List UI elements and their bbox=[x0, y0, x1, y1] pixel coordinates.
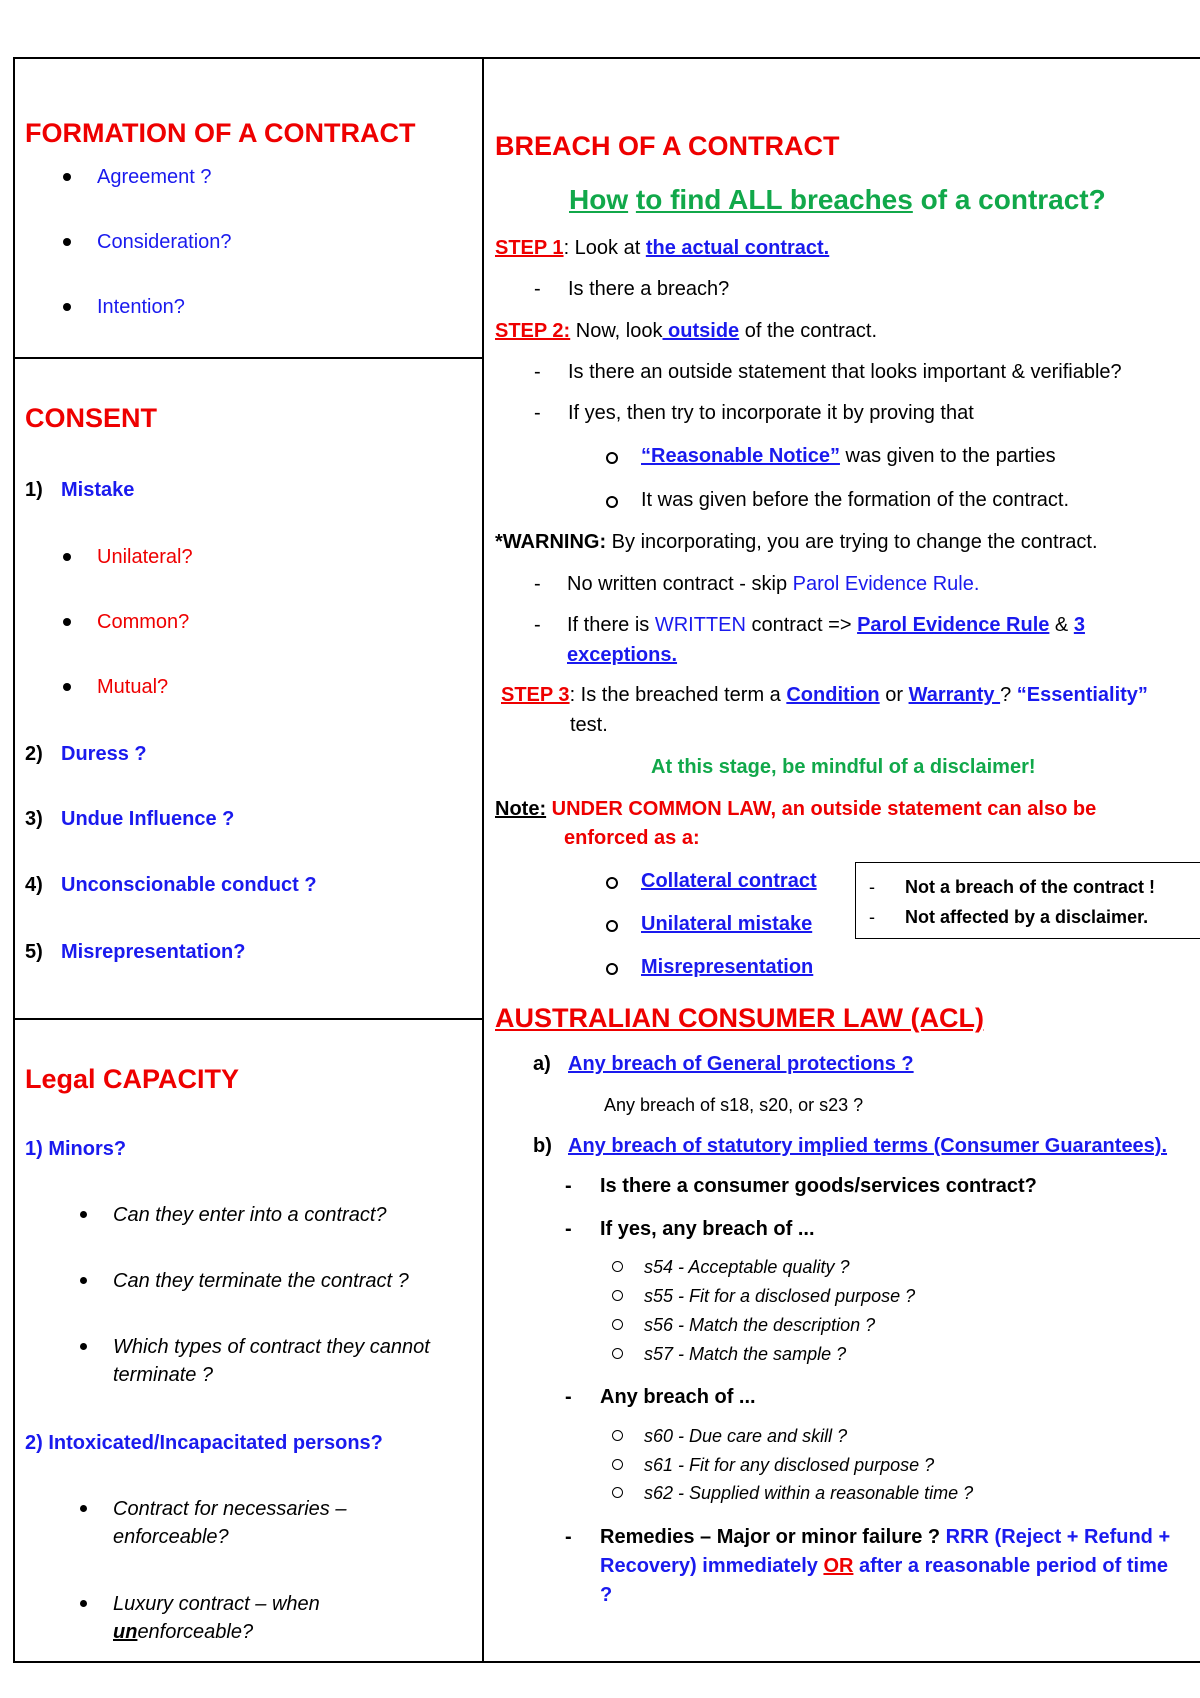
consent-num: 3) bbox=[25, 808, 43, 830]
disclaimer-line: Not affected by a disclaimer. bbox=[905, 907, 1149, 927]
acl-title: AUSTRALIAN CONSUMER LAW (ACL) bbox=[495, 1003, 984, 1033]
acl-item: Any breach of statutory implied terms (Consumer Guarantees). bbox=[568, 1135, 1168, 1157]
guarantee-item: s55 - Fit for a disclosed purpose ? bbox=[644, 1286, 916, 1306]
acl-label: b) bbox=[533, 1135, 552, 1157]
consent-num: 5) bbox=[25, 941, 43, 963]
dash-icon: - bbox=[534, 278, 541, 300]
circle-bullet-icon bbox=[612, 1319, 623, 1330]
consent-item: Misrepresentation? bbox=[61, 941, 246, 963]
minor-question: Which types of contract they cannot bbox=[113, 1336, 430, 1358]
circle-bullet-icon bbox=[606, 920, 618, 932]
formation-title: FORMATION OF A CONTRACT bbox=[25, 118, 416, 148]
consent-num: 4) bbox=[25, 874, 43, 896]
dash-icon: - bbox=[565, 1526, 572, 1548]
dash-icon: - bbox=[534, 361, 541, 383]
guarantee-item: s57 - Match the sample ? bbox=[644, 1344, 847, 1364]
dash-icon: - bbox=[534, 402, 541, 424]
bullet-icon bbox=[80, 1505, 87, 1512]
acl-item: Any breach of General protections ? bbox=[568, 1053, 914, 1075]
circle-bullet-icon bbox=[606, 452, 618, 464]
step2-line: STEP 2: Now, look outside of the contract. bbox=[495, 320, 878, 342]
step2-condition: It was given before the formation of the contract. bbox=[641, 489, 1070, 511]
intox-question: Contract for necessaries – bbox=[113, 1498, 347, 1520]
step3-line-cont: test. bbox=[570, 714, 608, 736]
capacity-intox: 2) Intoxicated/Incapacitated persons? bbox=[25, 1432, 383, 1454]
consent-num: 2) bbox=[25, 743, 43, 765]
mistake-type: Common? bbox=[97, 611, 190, 633]
enforced-item: Collateral contract bbox=[641, 870, 817, 892]
circle-bullet-icon bbox=[612, 1487, 623, 1498]
dash-icon: - bbox=[565, 1386, 572, 1408]
mistake-type: Unilateral? bbox=[97, 546, 193, 568]
bullet-icon bbox=[63, 303, 71, 311]
dash-icon: - bbox=[869, 907, 875, 927]
consent-item: Duress ? bbox=[61, 743, 147, 765]
circle-bullet-icon bbox=[612, 1261, 623, 1272]
bullet-icon bbox=[80, 1600, 87, 1607]
acl-question: Is there a consumer goods/services contract? bbox=[600, 1175, 1037, 1197]
bullet-icon bbox=[63, 618, 71, 626]
step1-question: Is there a breach? bbox=[568, 278, 730, 300]
guarantee-item: s62 - Supplied within a reasonable time ? bbox=[644, 1483, 974, 1503]
remedies-line: Remedies – Major or minor failure ? RRR (Reject + Refund + bbox=[600, 1526, 1171, 1548]
bullet-icon bbox=[63, 238, 71, 246]
formation-item: Intention? bbox=[97, 296, 185, 318]
warning-item: If there is WRITTEN contract => Parol Evidence Rule & 3 bbox=[567, 614, 1085, 636]
acl-question: Any breach of ... bbox=[600, 1386, 756, 1408]
consent-num: 1) bbox=[25, 479, 43, 501]
step3-line: STEP 3: Is the breached term a Condition or Warranty ? “Essentiality” bbox=[501, 684, 1148, 706]
step2-question: If yes, then try to incorporate it by proving that bbox=[568, 402, 974, 424]
intox-question: Luxury contract – when bbox=[113, 1593, 320, 1615]
guarantee-item: s60 - Due care and skill ? bbox=[644, 1426, 848, 1446]
circle-bullet-icon bbox=[612, 1348, 623, 1359]
enforced-item: Unilateral mistake bbox=[641, 913, 813, 935]
guarantee-item: s54 - Acceptable quality ? bbox=[644, 1257, 850, 1277]
dash-icon: - bbox=[565, 1175, 572, 1197]
dash-icon: - bbox=[534, 614, 541, 636]
guarantee-item: s56 - Match the description ? bbox=[644, 1315, 876, 1335]
step2-question: Is there an outside statement that looks important & verifiable? bbox=[568, 361, 1122, 383]
acl-question: If yes, any breach of ... bbox=[600, 1218, 815, 1240]
intox-question: unenforceable? bbox=[113, 1621, 254, 1643]
circle-bullet-icon bbox=[606, 877, 618, 889]
circle-bullet-icon bbox=[606, 963, 618, 975]
circle-bullet-icon bbox=[606, 496, 618, 508]
note-line: Note: UNDER COMMON LAW, an outside statement can also be bbox=[495, 798, 1097, 820]
formation-item: Consideration? bbox=[97, 231, 232, 253]
acl-subitem: Any breach of s18, s20, or s23 ? bbox=[604, 1095, 864, 1115]
minor-question: Can they enter into a contract? bbox=[113, 1204, 387, 1226]
breach-subtitle: How to find ALL breaches of a contract? bbox=[569, 184, 1106, 215]
minor-question: terminate ? bbox=[113, 1364, 214, 1386]
bullet-icon bbox=[80, 1211, 87, 1218]
circle-bullet-icon bbox=[612, 1290, 623, 1301]
capacity-minors: 1) Minors? bbox=[25, 1138, 127, 1160]
consent-item: Undue Influence ? bbox=[61, 808, 235, 830]
column-divider bbox=[482, 57, 484, 1663]
divider-2 bbox=[13, 1018, 484, 1020]
acl-label: a) bbox=[533, 1053, 551, 1075]
note-line-cont: enforced as a: bbox=[564, 827, 700, 849]
dash-icon: - bbox=[565, 1218, 572, 1240]
enforced-item: Misrepresentation bbox=[641, 956, 814, 978]
bullet-icon bbox=[80, 1343, 87, 1350]
minor-question: Can they terminate the contract ? bbox=[113, 1270, 409, 1292]
mistake-type: Mutual? bbox=[97, 676, 169, 698]
remedies-line: Recovery) immediately OR after a reasonable period of time bbox=[600, 1555, 1168, 1577]
warning-item: No written contract - skip Parol Evidence Rule. bbox=[567, 573, 980, 595]
circle-bullet-icon bbox=[612, 1430, 623, 1441]
dash-icon: - bbox=[534, 573, 541, 595]
consent-mistake: Mistake bbox=[61, 479, 135, 501]
guarantee-item: s61 - Fit for any disclosed purpose ? bbox=[644, 1455, 935, 1475]
mindful-note: At this stage, be mindful of a disclaimer! bbox=[651, 756, 1036, 778]
warning-item-cont: exceptions. bbox=[567, 644, 678, 666]
divider-1 bbox=[13, 357, 484, 359]
remedies-line: ? bbox=[600, 1584, 613, 1606]
breach-title: BREACH OF A CONTRACT bbox=[495, 131, 840, 161]
intox-question: enforceable? bbox=[113, 1526, 229, 1548]
step2-condition: “Reasonable Notice” was given to the parties bbox=[641, 445, 1056, 467]
bullet-icon bbox=[63, 683, 71, 691]
bullet-icon bbox=[63, 553, 71, 561]
consent-title: CONSENT bbox=[25, 403, 158, 433]
bullet-icon bbox=[80, 1277, 87, 1284]
disclaimer-line: Not a breach of the contract ! bbox=[905, 877, 1156, 897]
bullet-icon bbox=[63, 173, 71, 181]
capacity-title: Legal CAPACITY bbox=[25, 1064, 240, 1094]
formation-item: Agreement ? bbox=[97, 166, 212, 188]
consent-item: Unconscionable conduct ? bbox=[61, 874, 317, 896]
warning-line: *WARNING: By incorporating, you are trying to change the contract. bbox=[495, 531, 1098, 553]
circle-bullet-icon bbox=[612, 1459, 623, 1470]
step1-line: STEP 1: Look at the actual contract. bbox=[495, 237, 830, 259]
dash-icon: - bbox=[869, 877, 875, 897]
